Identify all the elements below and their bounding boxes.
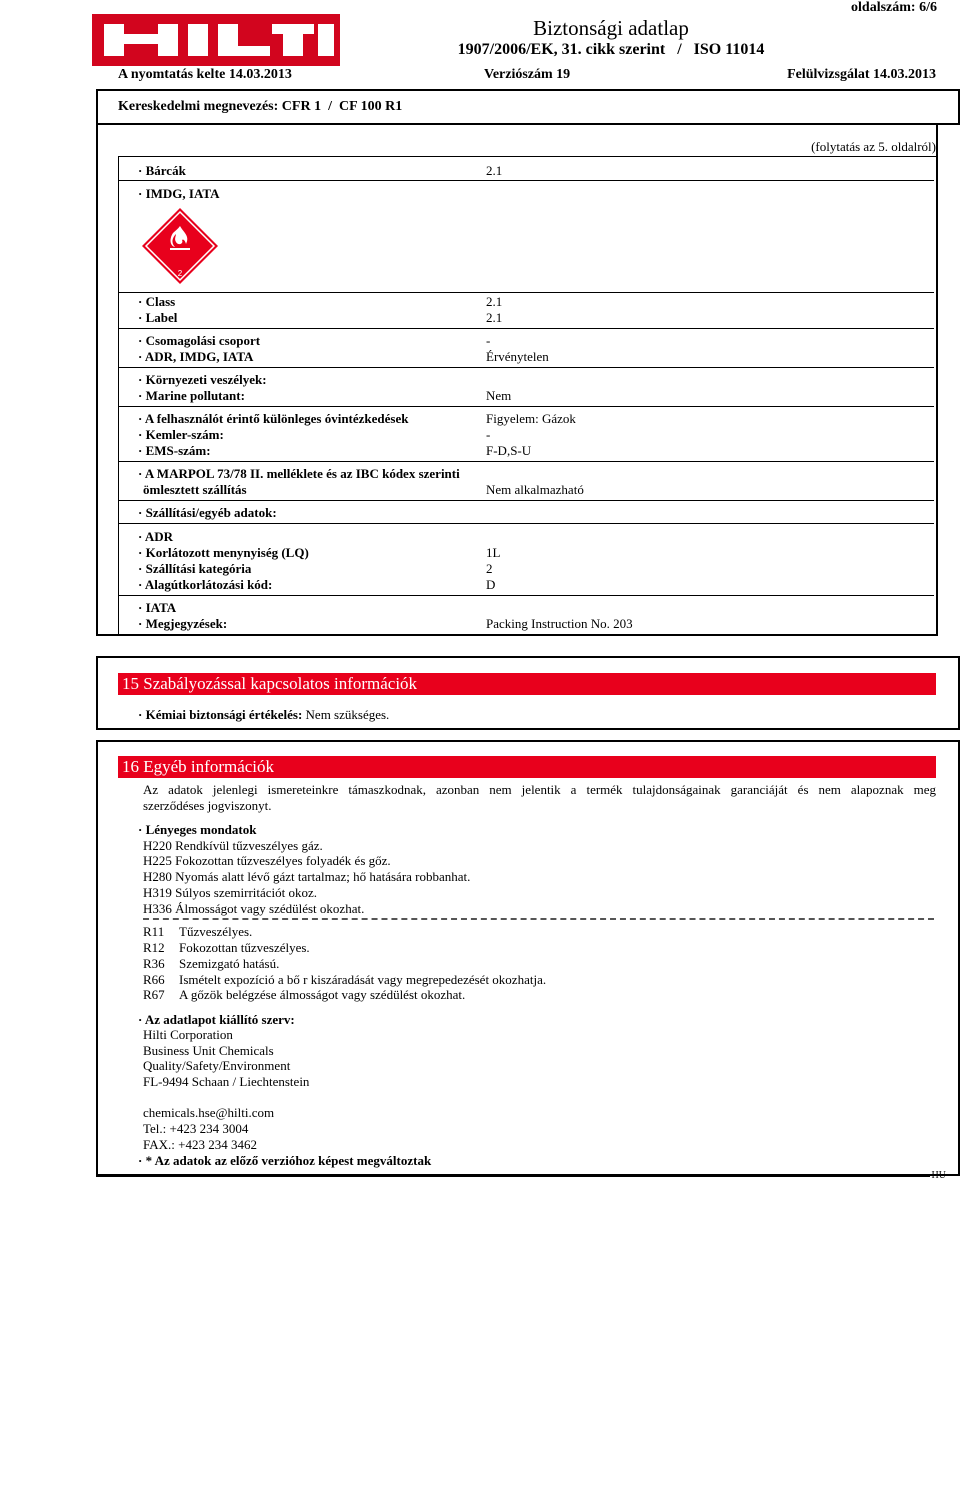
adr-imdg-iata-value: Érvénytelen <box>486 349 549 364</box>
marpol-value: Nem alkalmazható <box>486 482 584 497</box>
page-number: oldalszám: 6/6 <box>851 0 937 15</box>
packgroup-label: · Csomagolási csoport <box>138 333 260 349</box>
lq-label: · Korlátozott menynyiség (LQ) <box>138 545 309 561</box>
transport-category-label: · Szállítási kategória <box>138 561 251 577</box>
tunnel-code-value: D <box>486 577 496 592</box>
divider <box>118 406 934 407</box>
r-phrase-code: R66 <box>143 972 165 987</box>
divider <box>118 500 934 501</box>
r-phrase-text: Ismételt expozíció a bő r kiszáradását vagy megrepedezését okozhatja. <box>179 972 547 987</box>
continued-note: (folytatás az 5. oldalról) <box>811 139 936 154</box>
h-phrase: H280 Nyomás alatt lévő gázt tartalmaz; hő hatására robbanhat. <box>143 869 471 884</box>
section-16-heading: 16 Egyéb információk <box>118 756 936 778</box>
print-date: A nyomtatás kelte 14.03.2013 <box>118 67 292 82</box>
packgroup-value: - <box>486 333 491 348</box>
issuer-line: FL-9494 Schaan / Liechtenstein <box>143 1074 310 1089</box>
issuer-fax: FAX.: +423 234 3462 <box>143 1137 257 1152</box>
divider <box>118 523 934 524</box>
r-phrase-text: Fokozottan tűzveszélyes. <box>179 940 310 955</box>
ems-label: · EMS-szám: <box>138 443 211 459</box>
flammable-gas-diamond-icon <box>140 206 220 290</box>
document-title: Biztonsági adatlap <box>533 16 689 40</box>
footer-rule <box>96 1176 930 1177</box>
notes-value: Packing Instruction No. 203 <box>486 616 633 631</box>
lq-value: 1L <box>486 545 501 560</box>
other-data-label: · Szállítási/egyéb adatok: <box>138 505 277 521</box>
r-phrase-code: R11 <box>143 924 165 939</box>
issuer-email: chemicals.hse@hilti.com <box>143 1105 275 1120</box>
adr-label: · ADR <box>138 529 173 545</box>
language-code: HU <box>931 1170 946 1181</box>
divider <box>118 367 934 368</box>
special-label: · A felhasználót érintő különleges óvintézkedések <box>138 411 408 427</box>
dashed-divider <box>143 918 934 920</box>
transport-category-value: 2 <box>486 561 493 576</box>
inner-left-rule <box>118 156 119 634</box>
divider <box>118 461 934 462</box>
issuer-tel: Tel.: +423 234 3004 <box>143 1121 249 1136</box>
r-phrase-code: R67 <box>143 987 165 1002</box>
notes-label: · Megjegyzések: <box>138 616 227 632</box>
special-value: Figyelem: Gázok <box>486 411 576 426</box>
issuer-line: Business Unit Chemicals <box>143 1043 274 1058</box>
iata-label: · IATA <box>138 600 176 616</box>
marine-label: · Marine pollutant: <box>138 388 245 404</box>
diamond-number: 2 <box>177 269 183 278</box>
phrases-label: · Lényeges mondatok <box>138 822 256 838</box>
h-phrase: H220 Rendkívül tűzveszélyes gáz. <box>143 838 323 853</box>
class-label: · Class <box>138 294 175 310</box>
divider <box>118 595 934 596</box>
changed-note: · * Az adatok az előző verzióhoz képest megváltoztak <box>138 1153 431 1169</box>
adr-imdg-iata-label: · ADR, IMDG, IATA <box>138 349 253 365</box>
r-phrase-code: R36 <box>143 956 165 971</box>
divider <box>118 292 934 293</box>
marine-value: Nem <box>486 388 512 403</box>
kemler-label: · Kemler-szám: <box>138 427 224 443</box>
h-phrase: H336 Álmosságot vagy szédülést okozhat. <box>143 901 365 916</box>
inner-top-rule <box>118 156 936 157</box>
ems-value: F-D,S-U <box>486 443 532 458</box>
issuer-label: · Az adatlapot kiállító szerv: <box>138 1012 295 1028</box>
csa-value: Nem szükséges. <box>302 707 390 722</box>
issuer-line: Quality/Safety/Environment <box>143 1058 291 1073</box>
marpol-label-line2: ömlesztett szállítás <box>143 482 247 497</box>
tunnel-code-label: · Alagútkorlátozási kód: <box>138 577 272 593</box>
barcak-label: · Bárcák <box>138 163 186 179</box>
class-value: 2.1 <box>486 294 503 309</box>
label-value: 2.1 <box>486 310 503 325</box>
env-label: · Környezeti veszélyek: <box>138 372 267 388</box>
section-15-heading: 15 Szabályozással kapcsolatos információk <box>118 673 936 695</box>
barcak-value: 2.1 <box>486 163 503 178</box>
kemler-value: - <box>486 427 491 442</box>
trade-name: Kereskedelmi megnevezés: CFR 1 / CF 100 R1 <box>118 99 403 114</box>
r-phrase-text: A gőzök belégzése álmosságot vagy szédülést okozhat. <box>179 987 466 1002</box>
h-phrase: H319 Súlyos szemirritációt okoz. <box>143 885 318 900</box>
imdg-label: · IMDG, IATA <box>138 186 220 202</box>
divider <box>118 180 934 181</box>
version: Verziószám 19 <box>484 67 571 82</box>
divider <box>118 328 934 329</box>
intro-line-2: szerződéses jogviszonyt. <box>143 798 272 813</box>
revision-date: Felülvizsgálat 14.03.2013 <box>787 67 936 82</box>
document-subtitle: 1907/2006/EK, 31. cikk szerint / ISO 11014 <box>457 41 765 58</box>
marpol-label: · A MARPOL 73/78 II. melléklete és az IBC kódex szerinti <box>138 466 460 482</box>
issuer-line: Hilti Corporation <box>143 1027 233 1042</box>
label-label: · Label <box>138 310 177 326</box>
r-phrase-code: R12 <box>143 940 165 955</box>
csa-label: · Kémiai biztonsági értékelés: <box>138 707 302 722</box>
csa-line <box>138 707 389 723</box>
intro-line-1: Az adatok jelenlegi ismereteinkre támaszkodnak, azonban nem jelentik a termék tulajdonságainak garanciáját és nem alapoznak meg <box>143 782 936 797</box>
r-phrase-text: Szemizgató hatású. <box>179 956 280 971</box>
r-phrase-text: Tűzveszélyes. <box>179 924 253 939</box>
h-phrase: H225 Fokozottan tűzveszélyes folyadék és gőz. <box>143 853 391 868</box>
